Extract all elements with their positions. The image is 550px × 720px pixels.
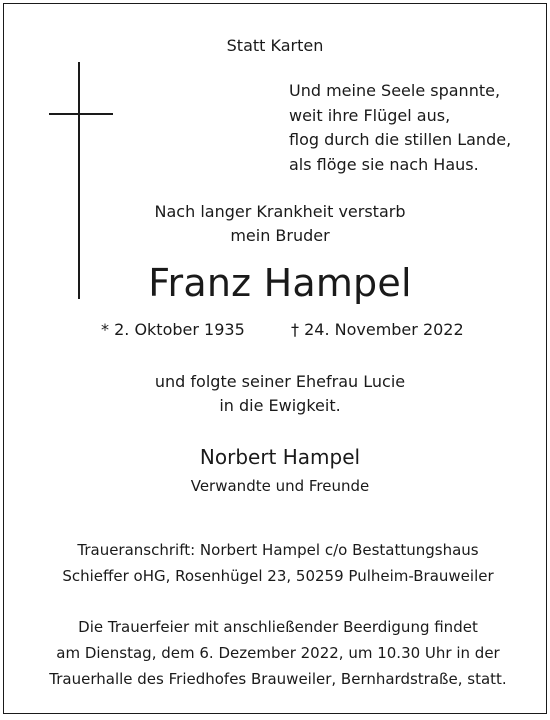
spouse-note	[4, 370, 550, 418]
deceased-name: Franz Hampel	[148, 261, 412, 305]
address-line: Schieffer oHG, Rosenhügel 23, 50259 Pulheim-Brauweiler	[62, 567, 494, 585]
poem-line: weit ihre Flügel aus,	[289, 105, 451, 125]
birth-date: * 2. Oktober 1935	[101, 320, 245, 339]
service-line: Die Trauerfeier mit anschließender Beerdigung findet	[78, 618, 478, 636]
poem-line: Und meine Seele spannte,	[289, 81, 501, 100]
announcement-line: mein Bruder	[230, 226, 330, 245]
cross-icon-bar	[49, 113, 113, 115]
death-date: † 24. November 2022	[291, 320, 464, 339]
relatives-line: Verwandte und Freunde	[190, 477, 370, 495]
statt-karten-label: Statt Karten	[226, 36, 324, 55]
spouse-note-line: und folgte seiner Ehefrau Lucie	[154, 372, 406, 391]
condolence-address	[4, 537, 550, 589]
poem-line: flog durch die stillen Lande,	[289, 130, 512, 149]
service-line: am Dienstag, dem 6. Dezember 2022, um 10.30 Uhr in der	[56, 644, 500, 662]
obituary-notice	[3, 3, 547, 714]
announcement-line: Nach langer Krankheit verstarb	[154, 202, 406, 221]
death-announcement	[4, 200, 550, 248]
poem-line: als flöge sie nach Haus.	[289, 154, 479, 174]
service-line: Trauerhalle des Friedhofes Brauweiler, Bernhardstraße, statt.	[49, 670, 507, 688]
funeral-service-info	[4, 614, 550, 692]
spouse-note-line: in die Ewigkeit.	[219, 396, 341, 415]
poem	[289, 79, 511, 177]
mourner-name: Norbert Hampel	[199, 445, 361, 469]
address-line: Traueranschrift: Norbert Hampel c/o Bestattungshaus	[77, 541, 479, 559]
